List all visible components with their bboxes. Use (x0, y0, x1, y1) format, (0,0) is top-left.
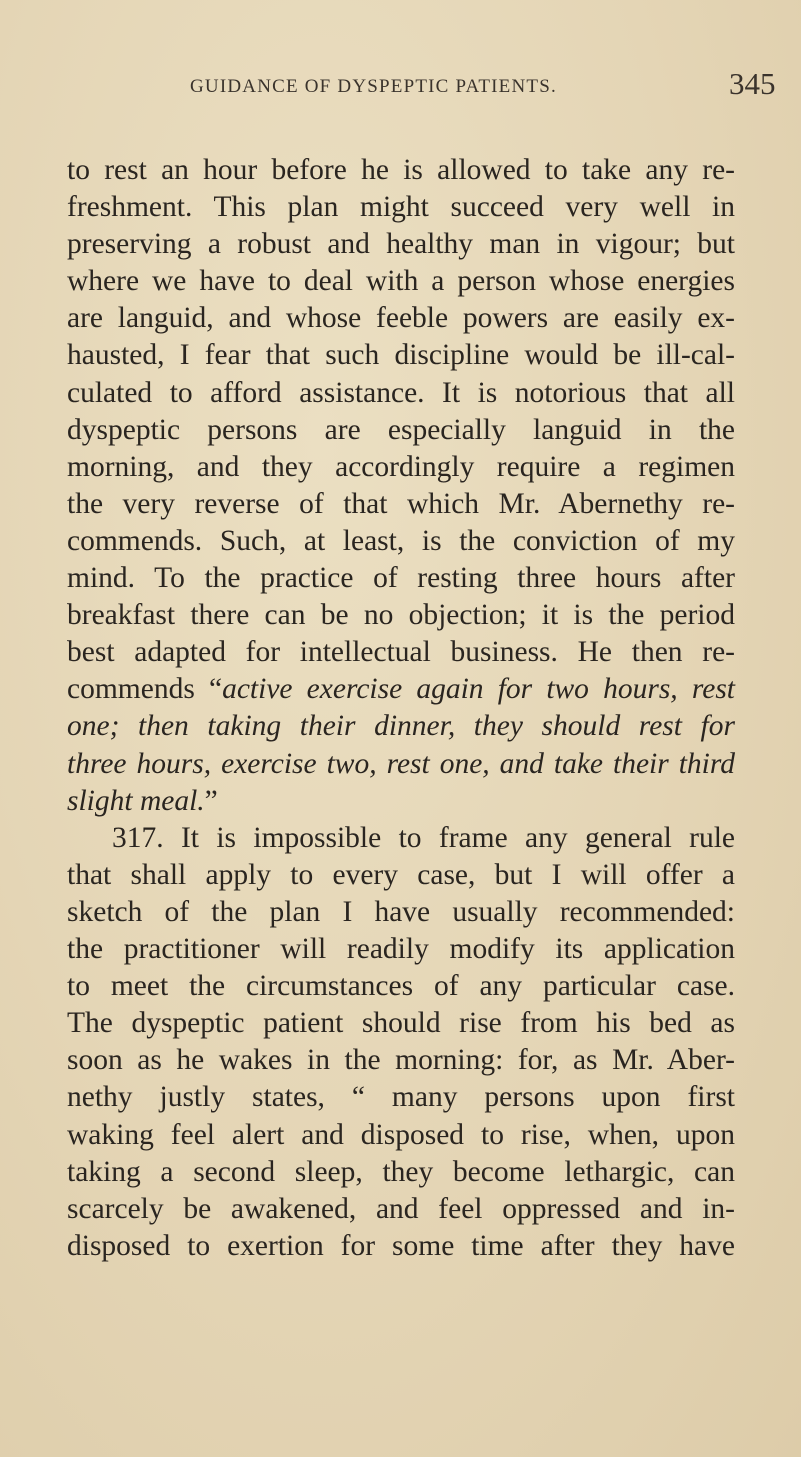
text-line: to rest an hour before he is allowed to take any re- (67, 154, 735, 186)
text-line (67, 671, 735, 707)
quotation-italic: active exercise again for two hours, rest (222, 673, 736, 705)
text-roman: commends “ (67, 673, 223, 705)
text-line: are languid, and whose feeble powers are easily ex- (67, 302, 735, 334)
text-line (67, 746, 735, 782)
text-line: dyspeptic persons are especially languid in the (67, 414, 735, 446)
text-line: freshment. This plan might succeed very well in (67, 191, 735, 223)
text-line: best adapted for intellectual business. He then re- (67, 636, 735, 668)
quotation-italic: one; then taking their dinner, they should rest for (67, 710, 735, 742)
text-line: morning, and they accordingly require a regimen (67, 451, 735, 483)
text-line: to meet the circumstances of any particular case. (67, 970, 735, 1002)
text-line: culated to afford assistance. It is notorious that all (67, 377, 735, 409)
text-roman: ” (204, 785, 218, 817)
text-line: where we have to deal with a person whose energies (67, 265, 735, 297)
text-line: commends. Such, at least, is the conviction of my (67, 525, 735, 557)
text-line: taking a second sleep, they become lethargic, can (67, 1156, 735, 1188)
page-number: 345 (729, 66, 776, 101)
text-line: sketch of the plan I have usually recommended: (67, 896, 735, 928)
text-line: the practitioner will readily modify its application (67, 933, 735, 965)
text-line: that shall apply to every case, but I will offer a (67, 859, 735, 891)
text-line (67, 708, 735, 744)
text-line: disposed to exertion for some time after they have (67, 1230, 735, 1262)
text-line: breakfast there can be no objection; it is the period (67, 599, 735, 631)
text-line: preserving a robust and healthy man in vigour; but (67, 228, 735, 260)
running-head: GUIDANCE OF DYSPEPTIC PATIENTS. (190, 76, 557, 97)
text-line: nethy justly states, “ many persons upon first (67, 1081, 735, 1113)
text-line: The dyspeptic patient should rise from his bed as (67, 1007, 735, 1039)
quotation-italic: slight meal. (67, 785, 205, 817)
text-line: mind. To the practice of resting three hours after (67, 562, 735, 594)
paragraph-start: 317. It is impossible to frame any general rule (112, 822, 735, 854)
text-line: waking feel alert and disposed to rise, when, upon (67, 1119, 735, 1151)
text-line: soon as he wakes in the morning: for, as Mr. Aber- (67, 1044, 735, 1076)
quotation-italic: three hours, exercise two, rest one, and take their third (67, 748, 735, 780)
text-line: hausted, I fear that such discipline would be ill-cal- (67, 339, 735, 371)
text-line: the very reverse of that which Mr. Abernethy re- (67, 488, 735, 520)
text-line (67, 783, 735, 819)
text-line: scarcely be awakened, and feel oppressed and in- (67, 1193, 735, 1225)
